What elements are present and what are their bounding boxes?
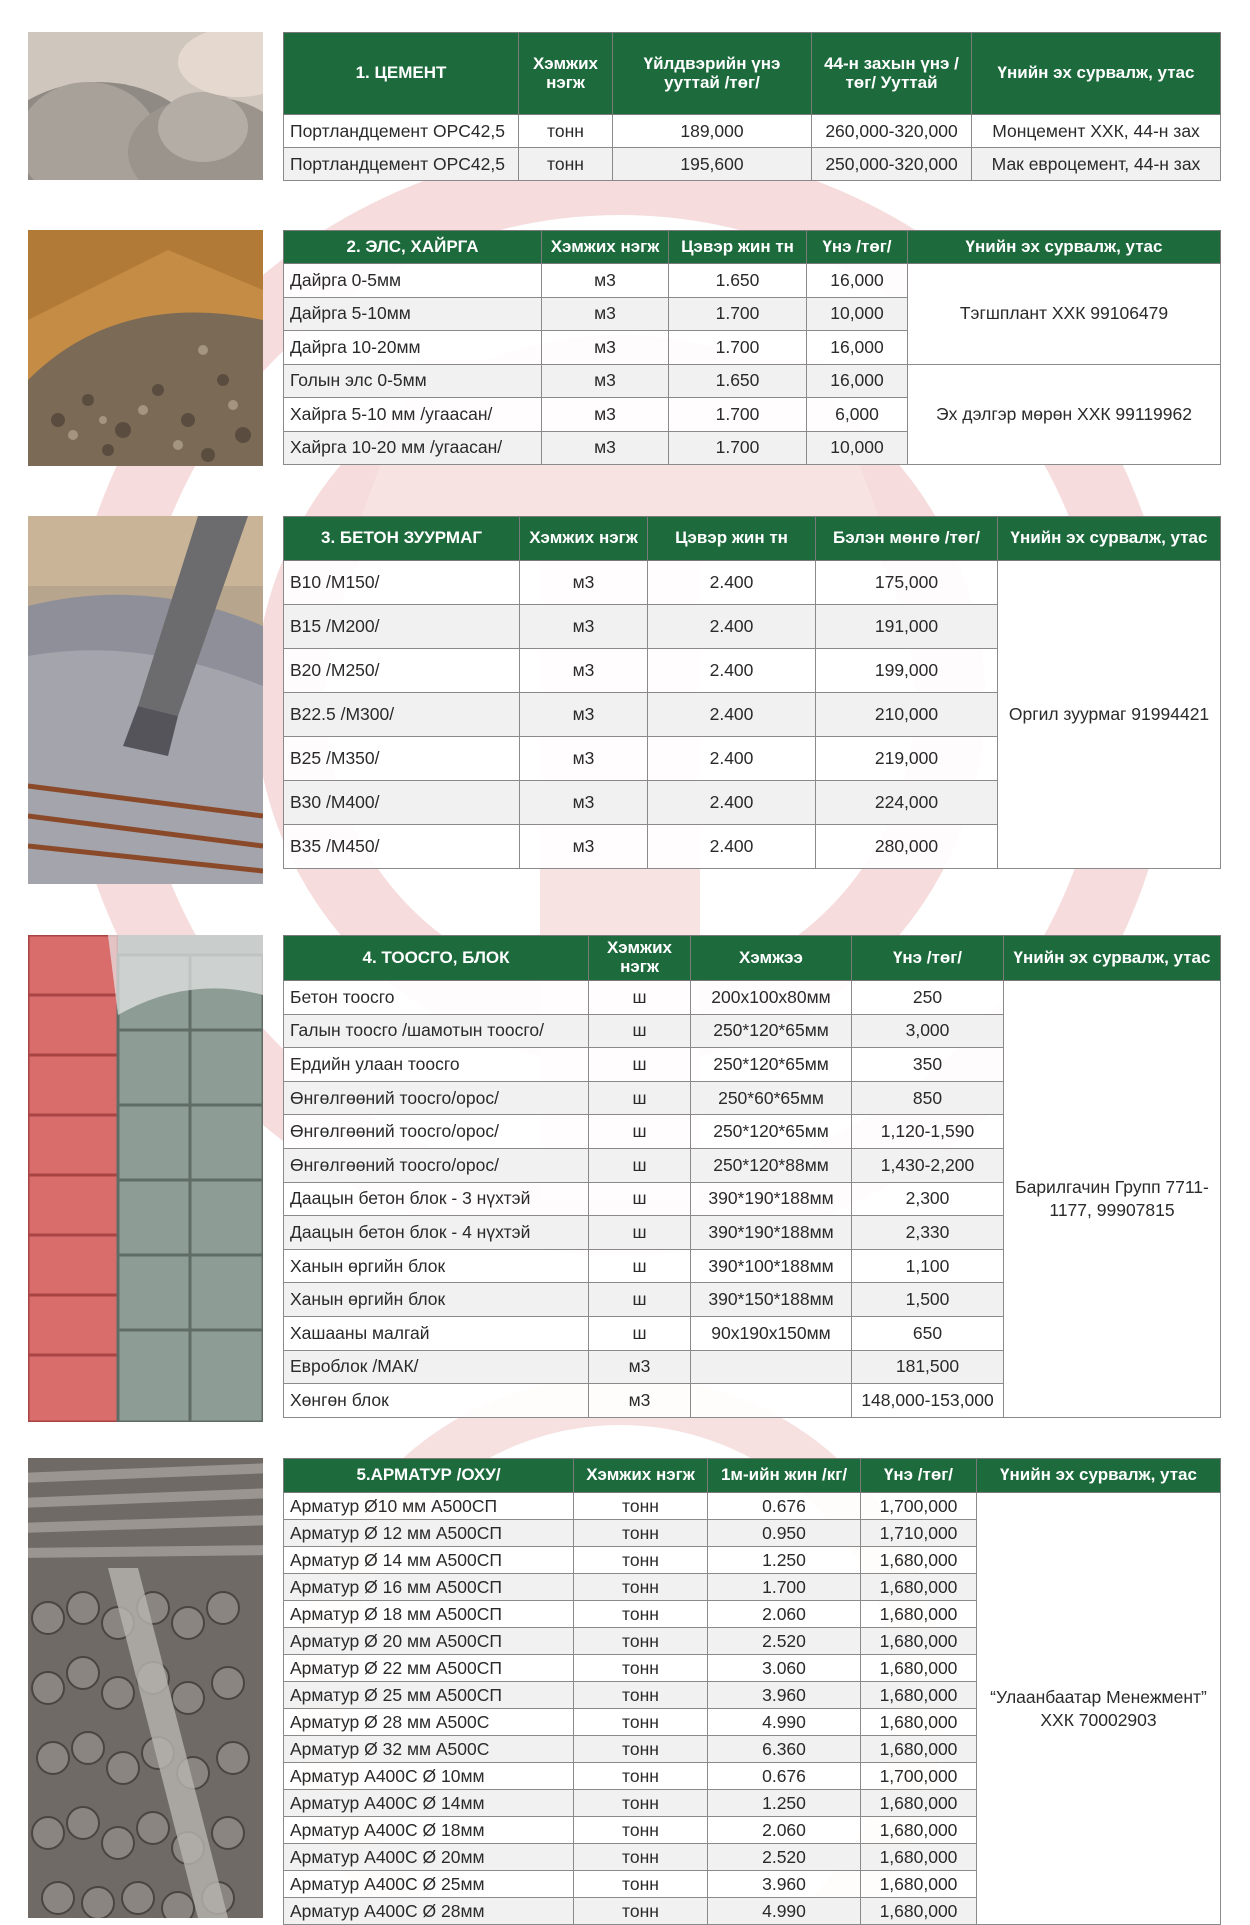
rebar-row-weight: 2.060 [708, 1817, 861, 1844]
table-row [284, 364, 1221, 398]
bricks-row-name: Бетон тоосго [284, 981, 589, 1015]
rebar-row-price: 1,680,000 [861, 1736, 977, 1763]
rebar-row-name: Арматур Ø 28 мм А500С [284, 1709, 574, 1736]
rebar-row-name: Арматур Ø 18 мм А500СП [284, 1601, 574, 1628]
concrete-source: Оргил зуурмаг 91994421 [998, 561, 1221, 869]
concrete-row-weight: 2.400 [648, 825, 816, 869]
concrete-row-price: 280,000 [816, 825, 998, 869]
cement-row-market-price: 260,000-320,000 [812, 115, 972, 148]
bricks-row-price: 350 [852, 1048, 1004, 1082]
rebar-row-unit: тонн [574, 1655, 708, 1682]
rebar-row-unit: тонн [574, 1736, 708, 1763]
rebar-row-unit: тонн [574, 1547, 708, 1574]
sand-row-name: Дайрга 0-5мм [284, 264, 542, 298]
cement-row-factory-price: 195,600 [613, 148, 812, 181]
bricks-row-unit: ш [589, 1249, 691, 1283]
bricks-row-price: 2,330 [852, 1216, 1004, 1250]
bricks-header-unit: Хэмжих нэгж [589, 936, 691, 981]
sand-row-unit: м3 [542, 331, 669, 365]
concrete-row-unit: м3 [520, 605, 648, 649]
rebar-row-weight: 2.520 [708, 1844, 861, 1871]
bricks-row-size [691, 1384, 852, 1418]
sand-source-2: Эх дэлгэр мөрөн ХХК 99119962 [908, 364, 1221, 465]
concrete-row-weight: 2.400 [648, 649, 816, 693]
rebar-header-title: 5.АРМАТУР /ОХУ/ [284, 1459, 574, 1493]
bricks-row-unit: ш [589, 1283, 691, 1317]
sand-row-unit: м3 [542, 297, 669, 331]
bricks-row-size: 390*190*188мм [691, 1182, 852, 1216]
rebar-row-price: 1,680,000 [861, 1790, 977, 1817]
cement-row-name: Портландцемент OPC42,5 [284, 115, 519, 148]
cement-header-factory-price: Үйлдвэрийн үнэ ууттай /төг/ [613, 33, 812, 115]
rebar-row-unit: тонн [574, 1493, 708, 1520]
rebar-row-name: Арматур Ø 16 мм А500СП [284, 1574, 574, 1601]
sand-row-price: 10,000 [807, 431, 908, 465]
concrete-row-grade: B10 /M150/ [284, 561, 520, 605]
rebar-row-weight: 1.250 [708, 1547, 861, 1574]
cement-row-unit: тонн [519, 115, 613, 148]
concrete-row-price: 191,000 [816, 605, 998, 649]
rebar-row-weight: 0.676 [708, 1763, 861, 1790]
rebar-row-unit: тонн [574, 1844, 708, 1871]
rebar-row-weight: 3.060 [708, 1655, 861, 1682]
concrete-row-price: 199,000 [816, 649, 998, 693]
bricks-header-size: Хэмжээ [691, 936, 852, 981]
bricks-row-unit: ш [589, 1014, 691, 1048]
bricks-row-unit: ш [589, 1115, 691, 1149]
bricks-row-size: 250*120*88мм [691, 1148, 852, 1182]
rebar-row-name: Арматур А400С Ø 14мм [284, 1790, 574, 1817]
cement-header-source: Үнийн эх сурвалж, утас [972, 33, 1221, 115]
bricks-row-size: 200х100х80мм [691, 981, 852, 1015]
concrete-row-weight: 2.400 [648, 561, 816, 605]
cement-row-source: Монцемент ХХК, 44-н зах [972, 115, 1221, 148]
bricks-row-price: 250 [852, 981, 1004, 1015]
bricks-row-size: 390*100*188мм [691, 1249, 852, 1283]
rebar-row-weight: 2.060 [708, 1601, 861, 1628]
concrete-header-title: 3. БЕТОН ЗУУРМАГ [284, 517, 520, 561]
bricks-row-size: 390*150*188мм [691, 1283, 852, 1317]
table-row [284, 115, 1221, 148]
sand-source-1: Тэгшплант ХХК 99106479 [908, 264, 1221, 365]
concrete-row-grade: B20 /M250/ [284, 649, 520, 693]
bricks-row-name: Евроблок /МАК/ [284, 1350, 589, 1384]
rebar-row-price: 1,680,000 [861, 1574, 977, 1601]
rebar-row-weight: 1.700 [708, 1574, 861, 1601]
rebar-row-price: 1,680,000 [861, 1628, 977, 1655]
bricks-row-size: 390*190*188мм [691, 1216, 852, 1250]
bricks-row-size: 250*120*65мм [691, 1048, 852, 1082]
rebar-row-unit: тонн [574, 1898, 708, 1925]
cement-photo [28, 32, 263, 180]
rebar-row-price: 1,680,000 [861, 1709, 977, 1736]
rebar-row-name: Арматур Ø 32 мм А500С [284, 1736, 574, 1763]
rebar-row-weight: 3.960 [708, 1682, 861, 1709]
bricks-row-price: 2,300 [852, 1182, 1004, 1216]
concrete-row-unit: м3 [520, 649, 648, 693]
bricks-row-price: 3,000 [852, 1014, 1004, 1048]
bricks-row-price: 850 [852, 1081, 1004, 1115]
cement-row-factory-price: 189,000 [613, 115, 812, 148]
table-row [284, 981, 1221, 1015]
concrete-row-price: 210,000 [816, 693, 998, 737]
concrete-row-unit: м3 [520, 781, 648, 825]
rebar-row-price: 1,680,000 [861, 1817, 977, 1844]
rebar-row-weight: 0.950 [708, 1520, 861, 1547]
bricks-row-price: 1,500 [852, 1283, 1004, 1317]
rebar-row-name: Арматур А400С Ø 20мм [284, 1844, 574, 1871]
bricks-header-source: Үнийн эх сурвалж, утас [1004, 936, 1221, 981]
sand-row-price: 16,000 [807, 331, 908, 365]
bricks-row-price: 650 [852, 1316, 1004, 1350]
rebar-row-unit: тонн [574, 1709, 708, 1736]
bricks-row-size: 250*120*65мм [691, 1014, 852, 1048]
bricks-row-name: Галын тоосго /шамотын тоосго/ [284, 1014, 589, 1048]
rebar-source: “Улаанбаатар Менежмент” ХХК 70002903 [977, 1493, 1221, 1925]
bricks-row-size: 250*60*65мм [691, 1081, 852, 1115]
sand-row-weight: 1.700 [669, 431, 807, 465]
rebar-row-unit: тонн [574, 1601, 708, 1628]
rebar-header-source: Үнийн эх сурвалж, утас [977, 1459, 1221, 1493]
rebar-row-price: 1,680,000 [861, 1844, 977, 1871]
cement-row-market-price: 250,000-320,000 [812, 148, 972, 181]
rebar-row-unit: тонн [574, 1520, 708, 1547]
rebar-row-name: Арматур А400С Ø 25мм [284, 1871, 574, 1898]
concrete-header-cash-price: Бэлэн мөнгө /төг/ [816, 517, 998, 561]
rebar-photo [28, 1458, 263, 1918]
rebar-row-price: 1,680,000 [861, 1871, 977, 1898]
bricks-table [283, 935, 1221, 1418]
bricks-row-name: Хашааны малгай [284, 1316, 589, 1350]
cement-row-unit: тонн [519, 148, 613, 181]
concrete-row-unit: м3 [520, 561, 648, 605]
concrete-row-unit: м3 [520, 737, 648, 781]
rebar-header-weight: 1м-ийн жин /кг/ [708, 1459, 861, 1493]
cement-table [283, 32, 1221, 181]
concrete-row-grade: B30 /M400/ [284, 781, 520, 825]
bricks-row-unit: ш [589, 1081, 691, 1115]
bricks-row-name: Хөнгөн блок [284, 1384, 589, 1418]
concrete-row-weight: 2.400 [648, 693, 816, 737]
sand-row-name: Дайрга 10-20мм [284, 331, 542, 365]
sand-row-unit: м3 [542, 398, 669, 432]
sand-header-price: Үнэ /төг/ [807, 231, 908, 264]
concrete-row-weight: 2.400 [648, 737, 816, 781]
rebar-row-name: Арматур Ø 12 мм А500СП [284, 1520, 574, 1547]
bricks-row-unit: ш [589, 981, 691, 1015]
sand-row-unit: м3 [542, 264, 669, 298]
sand-row-name: Дайрга 5-10мм [284, 297, 542, 331]
rebar-row-price: 1,680,000 [861, 1547, 977, 1574]
bricks-header-price: Үнэ /төг/ [852, 936, 1004, 981]
bricks-row-name: Ханын өргийн блок [284, 1283, 589, 1317]
rebar-row-weight: 3.960 [708, 1871, 861, 1898]
concrete-row-price: 219,000 [816, 737, 998, 781]
rebar-row-weight: 2.520 [708, 1628, 861, 1655]
bricks-row-name: Ердийн улаан тоосго [284, 1048, 589, 1082]
rebar-row-price: 1,680,000 [861, 1682, 977, 1709]
concrete-row-unit: м3 [520, 825, 648, 869]
sand-row-unit: м3 [542, 431, 669, 465]
sand-row-weight: 1.700 [669, 331, 807, 365]
concrete-row-price: 175,000 [816, 561, 998, 605]
bricks-row-price: 1,430-2,200 [852, 1148, 1004, 1182]
cement-header-market-price: 44-н захын үнэ /төг/ Ууттай [812, 33, 972, 115]
bricks-row-name: Даацын бетон блок - 3 нүхтэй [284, 1182, 589, 1216]
bricks-row-unit: ш [589, 1182, 691, 1216]
bricks-row-size: 250*120*65мм [691, 1115, 852, 1149]
rebar-row-weight: 4.990 [708, 1898, 861, 1925]
bricks-row-name: Даацын бетон блок - 4 нүхтэй [284, 1216, 589, 1250]
rebar-row-price: 1,680,000 [861, 1601, 977, 1628]
concrete-row-grade: B35 /M450/ [284, 825, 520, 869]
rebar-row-weight: 6.360 [708, 1736, 861, 1763]
rebar-header-unit: Хэмжих нэгж [574, 1459, 708, 1493]
rebar-row-name: Арматур Ø 14 мм А500СП [284, 1547, 574, 1574]
bricks-header-title: 4. ТООСГО, БЛОК [284, 936, 589, 981]
sand-row-name: Голын элс 0-5мм [284, 364, 542, 398]
sand-header-weight: Цэвэр жин тн [669, 231, 807, 264]
concrete-row-unit: м3 [520, 693, 648, 737]
bricks-row-size [691, 1350, 852, 1384]
sand-header-title: 2. ЭЛС, ХАЙРГА [284, 231, 542, 264]
bricks-row-name: Өнгөлгөөний тоосго/орос/ [284, 1081, 589, 1115]
rebar-row-price: 1,680,000 [861, 1655, 977, 1682]
bricks-row-unit: м3 [589, 1350, 691, 1384]
bricks-photo [28, 935, 263, 1422]
sand-row-price: 6,000 [807, 398, 908, 432]
sand-row-weight: 1.650 [669, 264, 807, 298]
rebar-row-name: Арматур А400С Ø 18мм [284, 1817, 574, 1844]
sand-row-weight: 1.700 [669, 398, 807, 432]
bricks-row-price: 1,100 [852, 1249, 1004, 1283]
concrete-row-price: 224,000 [816, 781, 998, 825]
rebar-row-price: 1,710,000 [861, 1520, 977, 1547]
sand-row-name: Хайрга 5-10 мм /угаасан/ [284, 398, 542, 432]
rebar-row-unit: тонн [574, 1628, 708, 1655]
rebar-row-name: Арматур А400С Ø 28мм [284, 1898, 574, 1925]
cement-row-source: Мак евроцемент, 44-н зах [972, 148, 1221, 181]
bricks-row-name: Ханын өргийн блок [284, 1249, 589, 1283]
rebar-row-unit: тонн [574, 1871, 708, 1898]
bricks-row-price: 181,500 [852, 1350, 1004, 1384]
rebar-row-name: Арматур Ø 20 мм А500СП [284, 1628, 574, 1655]
bricks-row-unit: ш [589, 1216, 691, 1250]
sand-row-price: 10,000 [807, 297, 908, 331]
concrete-row-grade: B15 /M200/ [284, 605, 520, 649]
rebar-row-unit: тонн [574, 1790, 708, 1817]
sand-row-unit: м3 [542, 364, 669, 398]
rebar-row-weight: 0.676 [708, 1493, 861, 1520]
rebar-row-weight: 1.250 [708, 1790, 861, 1817]
bricks-row-unit: ш [589, 1148, 691, 1182]
table-row [284, 148, 1221, 181]
rebar-row-unit: тонн [574, 1682, 708, 1709]
rebar-row-name: Арматур Ø 25 мм А500СП [284, 1682, 574, 1709]
concrete-row-grade: B22.5 /M300/ [284, 693, 520, 737]
bricks-source: Барилгачин Групп 7711-1177, 99907815 [1004, 981, 1221, 1418]
concrete-row-grade: B25 /M350/ [284, 737, 520, 781]
bricks-row-price: 148,000-153,000 [852, 1384, 1004, 1418]
table-row [284, 1493, 1221, 1520]
rebar-row-unit: тонн [574, 1817, 708, 1844]
rebar-table [283, 1458, 1221, 1925]
concrete-table [283, 516, 1221, 869]
cement-row-name: Портландцемент OPC42,5 [284, 148, 519, 181]
bricks-row-price: 1,120-1,590 [852, 1115, 1004, 1149]
concrete-header-unit: Хэмжих нэгж [520, 517, 648, 561]
rebar-row-weight: 4.990 [708, 1709, 861, 1736]
sand-header-source: Үнийн эх сурвалж, утас [908, 231, 1221, 264]
sand-gravel-table [283, 230, 1221, 465]
rebar-row-price: 1,700,000 [861, 1493, 977, 1520]
bricks-row-name: Өнгөлгөөний тоосго/орос/ [284, 1148, 589, 1182]
cement-header-unit: Хэмжих нэгж [519, 33, 613, 115]
rebar-header-price: Үнэ /төг/ [861, 1459, 977, 1493]
rebar-row-price: 1,680,000 [861, 1898, 977, 1925]
rebar-row-name: Арматур Ø 22 мм А500СП [284, 1655, 574, 1682]
concrete-header-source: Үнийн эх сурвалж, утас [998, 517, 1221, 561]
rebar-row-name: Арматур Ø10 мм А500СП [284, 1493, 574, 1520]
sand-row-price: 16,000 [807, 364, 908, 398]
rebar-row-price: 1,700,000 [861, 1763, 977, 1790]
bricks-row-unit: м3 [589, 1384, 691, 1418]
concrete-header-weight: Цэвэр жин тн [648, 517, 816, 561]
rebar-row-name: Арматур А400С Ø 10мм [284, 1763, 574, 1790]
concrete-row-weight: 2.400 [648, 781, 816, 825]
sand-gravel-photo [28, 230, 263, 466]
bricks-row-unit: ш [589, 1316, 691, 1350]
bricks-row-name: Өнгөлгөөний тоосго/орос/ [284, 1115, 589, 1149]
concrete-photo [28, 516, 263, 884]
table-row [284, 561, 1221, 605]
concrete-row-weight: 2.400 [648, 605, 816, 649]
rebar-row-unit: тонн [574, 1763, 708, 1790]
cement-header-title: 1. ЦЕМЕНТ [284, 33, 519, 115]
rebar-row-unit: тонн [574, 1574, 708, 1601]
sand-row-weight: 1.650 [669, 364, 807, 398]
table-row [284, 264, 1221, 298]
sand-header-unit: Хэмжих нэгж [542, 231, 669, 264]
sand-row-name: Хайрга 10-20 мм /угаасан/ [284, 431, 542, 465]
bricks-row-unit: ш [589, 1048, 691, 1082]
sand-row-price: 16,000 [807, 264, 908, 298]
bricks-row-size: 90х190х150мм [691, 1316, 852, 1350]
sand-row-weight: 1.700 [669, 297, 807, 331]
